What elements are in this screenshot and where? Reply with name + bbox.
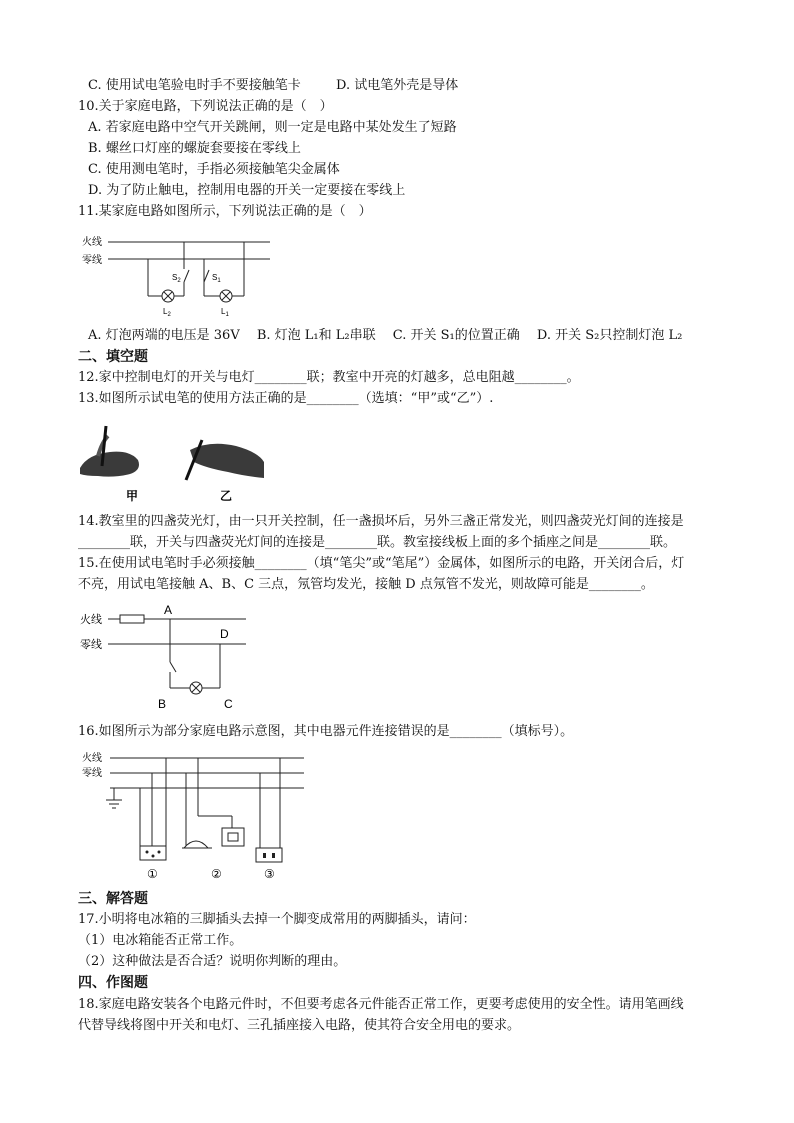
label-2: ② — [211, 867, 222, 881]
svg-text:S2: $S_2$ — [172, 273, 181, 284]
switch-s2-icon — [184, 270, 189, 282]
q9-option-d: D. 试电笔外壳是导体 — [336, 78, 459, 93]
q16-stem: 16.如图所示为部分家庭电路示意图，其中电器元件连接错误的是________（填标号）。 — [78, 724, 574, 739]
hand-b-icon — [190, 444, 264, 478]
q16-neutral-label: 零线 — [82, 768, 102, 779]
q18-line1: 18.家庭电路安装各个电路元件时，不但要考虑各元件能否正常工作，更要考虑使用的安全性。请用笔画线 — [78, 997, 684, 1012]
q15-neutral-label: 零线 — [80, 639, 102, 651]
q17-part2: （2）这种做法是否合适？说明你判断的理由。 — [78, 954, 347, 969]
q14-line2: ________联，开关与四盏荧光灯间的连接是________联。教室接线板上面的多个插座之间是________联。 — [78, 535, 677, 550]
q16-live-label: 火线 — [82, 753, 102, 764]
q10-option-d: D. 为了防止触电，控制用电器的开关一定要接在零线上 — [88, 183, 406, 198]
q12-text: 12.家中控制电灯的开关与电灯________联；教室中开亮的灯越多，总电阻越________。 — [78, 370, 580, 385]
label-yi: 乙 — [220, 489, 233, 503]
label-1: ① — [147, 867, 158, 881]
q11-stem: 11.某家庭电路如图所示，下列说法正确的是（ ） — [78, 204, 372, 219]
point-a-label: A — [164, 603, 173, 617]
q15-live-label: 火线 — [80, 614, 102, 626]
hand-a-icon — [80, 452, 139, 477]
section-answer-heading: 三、解答题 — [78, 891, 148, 907]
q16-circuit-figure — [78, 748, 308, 884]
q13-stem: 13.如图所示试电笔的使用方法正确的是________（选填：“甲”或“乙”）. — [78, 391, 494, 406]
q15-line1: 15.在使用试电笔时手必须接触________（填“笔尖”或“笔尾”）金属体，如图所示的电路，开关闭合后，灯 — [78, 556, 685, 571]
q10-option-b: B. 螺丝口灯座的螺旋套要接在零线上 — [88, 141, 301, 156]
q15-circuit-figure — [78, 600, 258, 712]
point-c-label: C — [224, 697, 233, 711]
q15-line2: 不亮，用试电笔接触 A、B、C 三点，氖管均发光，接触 D 点氖管不发光，则故障可能是________。 — [78, 577, 654, 592]
q17-stem: 17.小明将电冰箱的三脚插头去掉一个脚变成常用的两脚插头，请问： — [78, 912, 476, 927]
q13-test-pen-figure — [78, 416, 268, 506]
section-fill-in-heading: 二、填空题 — [78, 349, 148, 365]
q10-option-a: A. 若家庭电路中空气开关跳闸，则一定是电路中某处发生了短路 — [88, 120, 457, 135]
switch-icon — [170, 662, 176, 672]
q11-options: A. 灯泡两端的电压是 36V B. 灯泡 L₁和 L₂串联 C. 开关 S₁的位置正确 D. 开关 S₂只控制灯泡 L₂ — [88, 328, 683, 343]
svg-text:L2: $L_2$ — [163, 307, 171, 318]
q17-part1: （1）电冰箱能否正常工作。 — [78, 933, 243, 948]
q18-line2: 代替导线将图中开关和电灯、三孔插座接入电路，使其符合安全用电的要求。 — [78, 1018, 521, 1033]
q11-neutral-label: 零线 — [82, 255, 102, 266]
q10-option-c: C. 使用测电笔时，手指必须接触笔尖金属体 — [88, 162, 340, 177]
q14-line1: 14.教室里的四盏荧光灯，由一只开关控制，任一盏损坏后，另外三盏正常发光，则四盏荧光灯间的连接是 — [78, 514, 684, 529]
point-d-label: D — [220, 627, 229, 641]
point-b-label: B — [158, 697, 167, 711]
two-hole-socket-icon — [256, 848, 282, 862]
label-3: ③ — [264, 867, 275, 881]
q10-stem: 10.关于家庭电路，下列说法正确的是（ ） — [78, 99, 333, 114]
q9-option-c: C. 使用试电笔验电时手不要接触笔卡 — [88, 78, 301, 93]
q11-live-label: 火线 — [82, 237, 102, 248]
switch-s1-icon — [204, 270, 209, 282]
fuse-icon — [120, 615, 144, 623]
svg-text:S1: $S_1$ — [212, 273, 221, 284]
q11-circuit-figure — [78, 230, 278, 320]
section-drawing-heading: 四、作图题 — [78, 975, 148, 991]
three-hole-socket-icon — [140, 846, 166, 860]
label-jia: 甲 — [126, 489, 139, 503]
svg-text:L1: $L_1$ — [221, 307, 229, 318]
lamp-holder-icon — [184, 841, 208, 848]
